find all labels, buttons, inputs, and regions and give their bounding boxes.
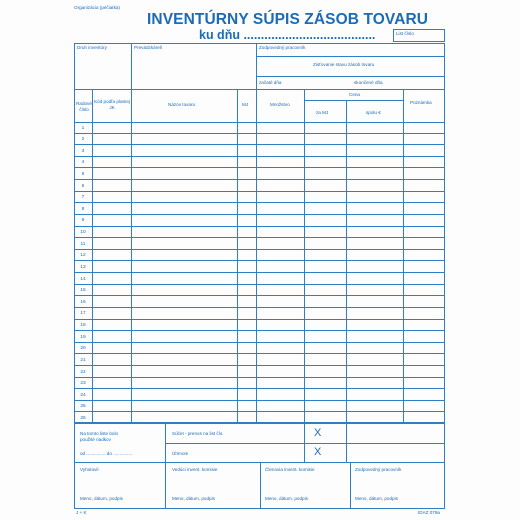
responsible-label: Zodpovedný pracovník [259,45,306,50]
table-row[interactable] [74,285,445,297]
responsible-worker-sign: Meno, dátum, podpis [355,496,398,501]
row-number: 22 [80,369,86,375]
table-row[interactable] [74,343,445,355]
row-number: 2 [81,137,85,143]
row-number: 20 [80,346,86,352]
table-row[interactable] [74,157,445,169]
table-row[interactable] [74,122,445,134]
table-row[interactable] [74,308,445,320]
prepared-by-sign: Meno, dátum, podpis [80,496,123,501]
table-row[interactable] [74,192,445,204]
end-date-label: skončené dňa [354,80,383,85]
commission-chief-sign: Meno, dátum, podpis [172,496,215,501]
table-row[interactable] [74,366,445,378]
inventory-type-label: Druh inventúry [77,45,107,50]
row-number: 26 [80,416,86,421]
table-row[interactable] [74,203,445,215]
row-number: 19 [80,334,86,340]
table-row[interactable] [74,168,445,180]
table-row[interactable] [74,227,445,239]
row-number: 5 [81,171,85,177]
table-row[interactable] [74,389,445,401]
publisher-mark: J + K [76,510,87,515]
row-number: 1 [81,125,85,131]
row-number: 6 [81,183,85,189]
organization-label: Organizácia (pečiatka) [74,5,120,10]
table-row[interactable] [74,134,445,146]
col-order-header: Radové číslo [76,101,92,112]
prepared-by-label: Vyhotovil [80,467,99,472]
row-number: 21 [80,357,86,363]
storekeeper-label: Prevádzkáreň [134,45,163,50]
table-row[interactable] [74,238,445,250]
table-row[interactable] [74,180,445,192]
row-number: 12 [80,253,86,259]
row-number: 7 [81,195,85,201]
row-number: 11 [80,241,86,247]
row-number: 8 [81,206,85,212]
row-number: 4 [81,160,85,166]
col-price-per-unit-header: za MJ [316,110,329,115]
table-row[interactable] [74,215,445,227]
col-note-header: Poznámka [410,100,432,105]
table-row[interactable] [74,354,445,366]
row-number: 13 [80,264,86,270]
form-date-line: ku dňu ...................................... [199,28,376,42]
form-code: IDAZ 079a [418,510,440,515]
row-number: 15 [80,288,86,294]
table-row[interactable] [74,331,445,343]
col-price-total-header: spolu € [366,110,381,115]
col-unit-header: MJ [242,102,249,107]
row-number: 3 [81,148,85,154]
table-row[interactable] [74,401,445,413]
x-mark-sum: X [314,427,322,439]
row-number: 16 [80,299,86,305]
table-row[interactable] [74,320,445,332]
used-rows-label-1: Na tomto liste bolo [80,431,119,436]
table-row[interactable] [74,145,445,157]
row-number: 25 [80,404,86,410]
sum-transfer-label: Súčet - prenos na list čís. [172,431,224,436]
table-row[interactable] [74,296,445,308]
row-number: 24 [80,392,86,398]
table-row[interactable] [74,250,445,262]
row-number: 9 [81,218,85,224]
table-row[interactable] [74,378,445,390]
responsible-worker-label: Zodpovedný pracovník [355,467,402,472]
used-rows-range[interactable]: od ............... do ............... [80,451,133,456]
col-price-header: Cena [349,92,360,97]
col-quantity-header: Množstvo [270,102,290,107]
row-number: 14 [80,276,86,282]
table-row[interactable] [74,273,445,285]
commission-members-sign: Meno, dátum, podpis [265,496,308,501]
commission-chief-label: Vedúci invent. komisie [172,467,218,472]
commission-members-label: Členovia invent. komisie [265,467,315,472]
col-code-header: Kód podľa platnej JK [94,99,130,110]
sheet-number-label: List číslo [396,31,414,36]
grand-total-label: Úhrnom [172,451,189,456]
form-title: INVENTÚRNY SÚPIS ZÁSOB TOVARU [147,11,429,28]
begin-date-label: začaté dňa [259,80,282,85]
col-name-header: Názov tovaru [168,102,196,107]
row-number: 18 [80,323,86,329]
table-row[interactable] [74,261,445,273]
row-number: 17 [80,311,86,317]
x-mark-total: X [314,446,322,458]
row-number: 23 [80,381,86,387]
row-number: 10 [80,230,86,236]
stock-taking-label: Zisťovanie stavu zásob tovaru [313,62,375,67]
used-rows-label-2: použité riadkov [80,437,111,442]
